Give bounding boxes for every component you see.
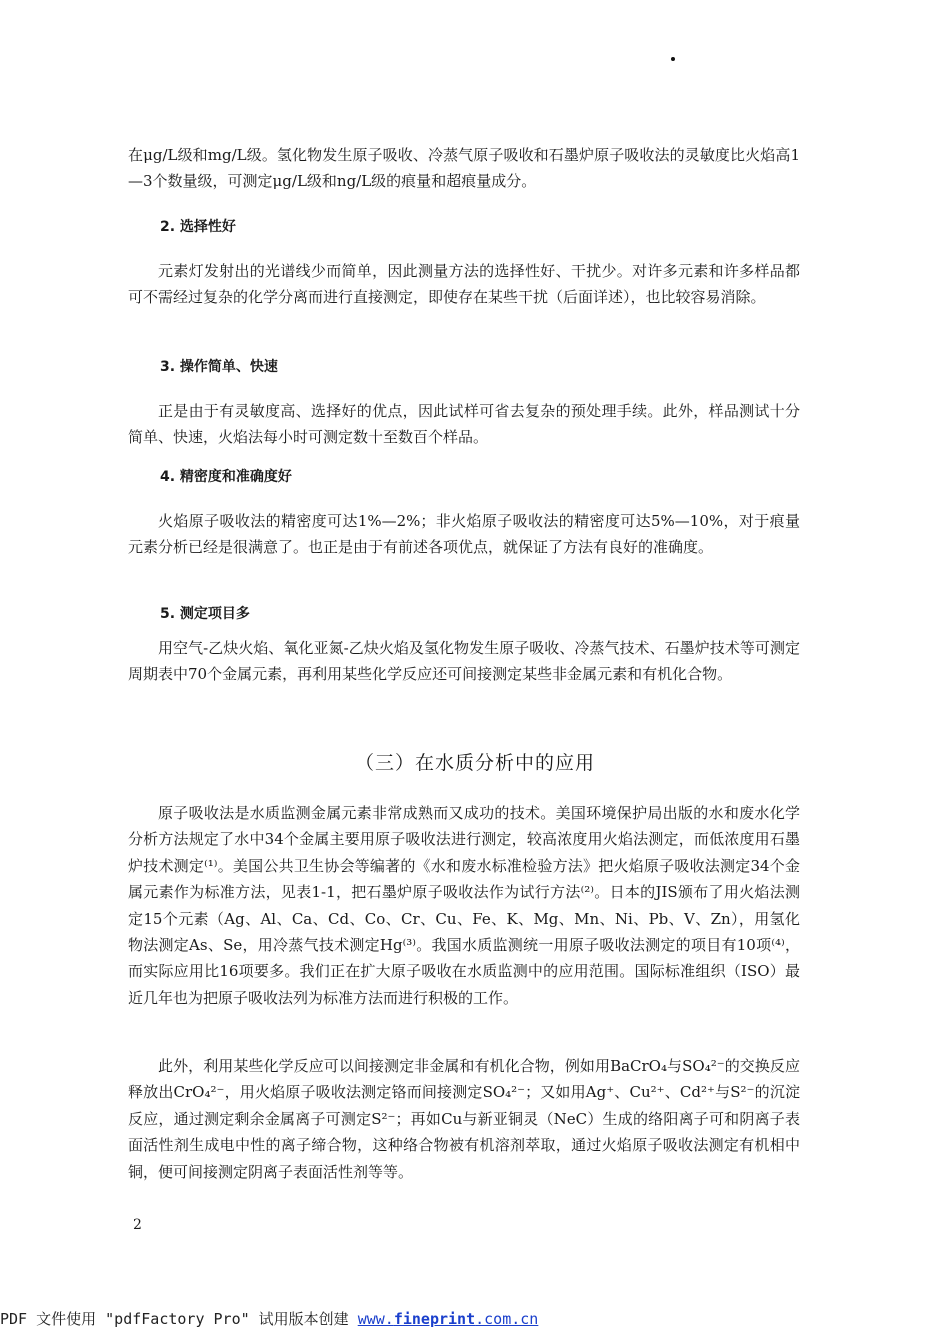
footer-link-pre: www. [357, 1310, 394, 1328]
paragraph-selectivity: 元素灯发射出的光谱线少而简单，因此测量方法的选择性好、干扰少。对许多元素和许多样品都可不需经过复杂的化学分离而进行直接测定，即使存在某些干扰（后面详述），也比较容易消除。 [128, 262, 800, 307]
pdf-footer [0, 1308, 538, 1329]
paragraph-water-analysis: 原子吸收法是水质监测金属元素非常成熟而又成功的技术。美国环境保护局出版的水和废水化学分析方法规定了水中34个金属主要用原子吸收法进行测定，较高浓度用火焰法测定，而低浓度用石墨炉技术测定⁽¹⁾。美国公共卫生协会等编著的《水和废水标准检验方法》把火焰原子吸收法测定34个金属元素作为标准方法，见表1-1，把石墨炉原子吸收法作为试行方法⁽²⁾。日本的JIS颁布了用火焰法测定15个元素（Ag、Al、Ca、Cd、Co、Cr、Cu、Fe、K、Mg、Mn、Ni、Pb、V、Zn），用氢化物法测定As、Se，用冷蒸气技术测定Hg⁽³⁾。我国水质监测统一用原子吸收法测定的项目有10项⁽⁴⁾，而实际应用比16项要多。我们正在扩大原子吸收在水质监测中的应用范围。国际标准组织（ISO）最近几年也为把原子吸收法列为标准方法而进行积极的工作。 [128, 804, 800, 1007]
page-number: 2 [133, 1217, 142, 1233]
heading-many-items: 5. 测定项目多 [160, 606, 250, 622]
footer-link[interactable] [358, 1310, 539, 1328]
paragraph-many-items: 用空气-乙炔火焰、氧化亚氮-乙炔火焰及氢化物发生原子吸收、冷蒸气技术、石墨炉技术等可测定周期表中70个金属元素，再利用某些化学反应还可间接测定某些非金属元素和有机化合物。 [128, 639, 800, 684]
footer-link-post: .com.cn [475, 1310, 539, 1328]
footer-link-bold: fineprint [393, 1310, 476, 1328]
paragraph-simple-fast: 正是由于有灵敏度高、选择好的优点，因此试样可省去复杂的预处理手续。此外，样品测试十分简单、快速，火焰法每小时可测定数十至数百个样品。 [128, 402, 800, 447]
heading-selectivity: 2. 选择性好 [160, 219, 236, 235]
scan-dot [671, 57, 675, 61]
paragraph-sensitivity: 在μg/L级和mg/L级。氢化物发生原子吸收、冷蒸气原子吸收和石墨炉原子吸收法的灵敏度比火焰高1—3个数量级，可测定μg/L级和ng/L级的痕量和超痕量成分。 [128, 146, 800, 191]
heading-precision: 4. 精密度和准确度好 [160, 469, 292, 485]
paragraph-precision: 火焰原子吸收法的精密度可达1%—2%；非火焰原子吸收法的精密度可达5%—10%，对于痕量元素分析已经是很满意了。也正是由于有前述各项优点，就保证了方法有良好的准确度。 [128, 512, 800, 557]
footer-text: PDF 文件使用 "pdfFactory Pro" 试用版本创建 [0, 1310, 349, 1328]
paragraph-indirect-determination: 此外，利用某些化学反应可以间接测定非金属和有机化合物，例如用BaCrO₄与SO₄²⁻的交换反应释放出CrO₄²⁻，用火焰原子吸收法测定铬而间接测定SO₄²⁻；又如用Ag⁺、Cu²⁺、Cd²⁺与S²⁻的沉淀反应，通过测定剩余金属离子可测定S²⁻；再如Cu与新亚铜灵（NeC）生成的络阳离子可和阴离子表面活性剂生成电中性的离子缔合物，这种络合物被有机溶剂萃取，通过火焰原子吸收法测定有机相中铜，便可间接测定阴离子表面活性剂等等。 [128, 1057, 800, 1181]
heading-simple-fast: 3. 操作简单、快速 [160, 359, 278, 375]
section-title: （三）在水质分析中的应用 [354, 752, 595, 774]
